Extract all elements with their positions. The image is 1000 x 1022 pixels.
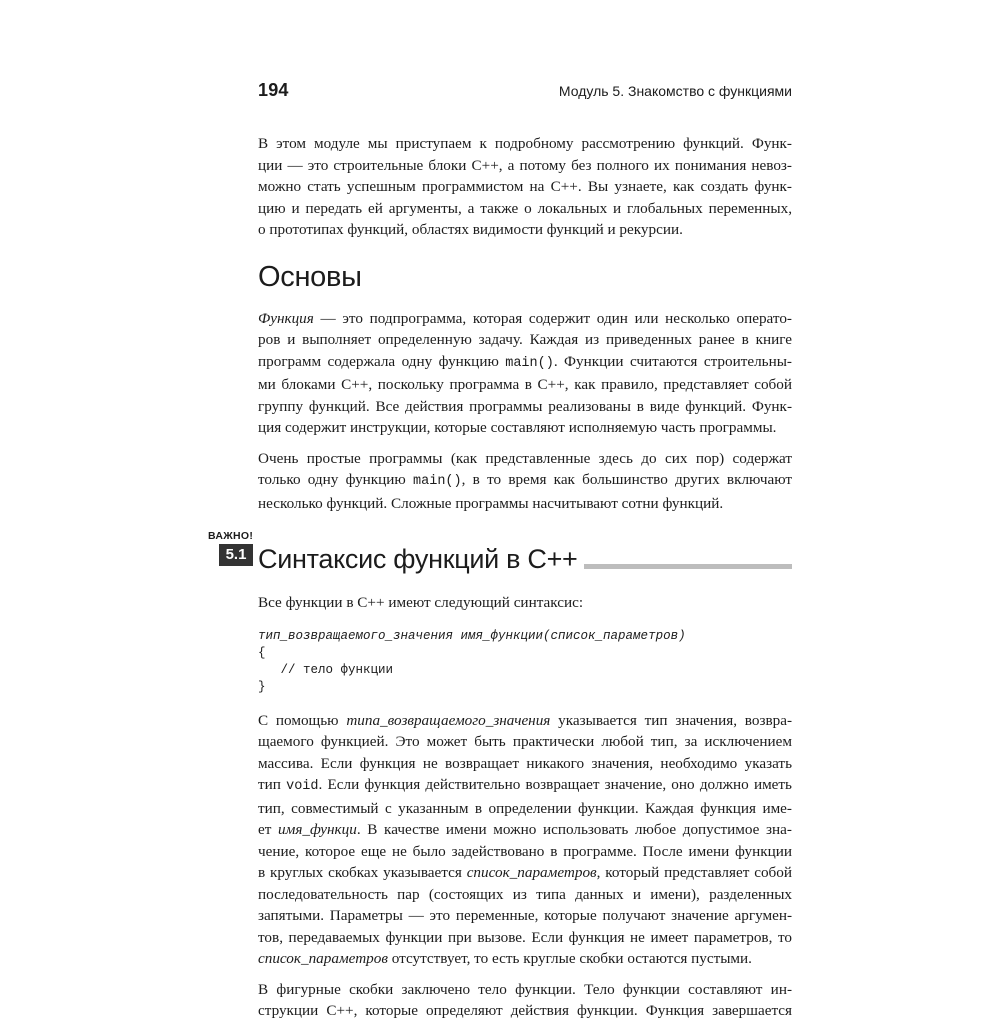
text-line: ми блоками С++, поскольку программа в С++, как правило, представляет собой bbox=[258, 376, 792, 393]
text-line: ров и выполняет определенную задачу. Каждая из приведенных ранее в книге bbox=[258, 331, 792, 348]
text-line: чение, которое еще не было задействовано в программе. После имени функции bbox=[258, 842, 792, 860]
section-heading-syntax-block bbox=[208, 530, 792, 578]
text-line: тип void. Если функция действительно возвращает значение, оно должно иметь bbox=[258, 776, 792, 794]
section-heading-syntax: Синтаксис функций в С++ bbox=[258, 542, 584, 576]
text-line: ции — это строительные блоки С++, а потому без полного их понимания невоз- bbox=[258, 156, 792, 174]
text-line: тип, совместимый с указанным в определении функции. Каждая функция име- bbox=[258, 799, 792, 817]
term-function: Функция bbox=[258, 309, 314, 327]
text-line: Очень простые программы (как представленные здесь до сих пор) содержат bbox=[258, 449, 792, 467]
section-number: 5.1 bbox=[219, 544, 253, 566]
code-block bbox=[258, 628, 792, 696]
text-line: щаемого функцией. Это может быть практически любой тип, за исключением bbox=[258, 733, 792, 750]
text-line: только одну функцию main(), в то время как большинство других включают bbox=[258, 471, 792, 489]
running-head: Модуль 5. Знакомство с функциями bbox=[558, 83, 792, 99]
text-line: цию и передать ей аргументы, а также о локальных и глобальных переменных, bbox=[258, 199, 792, 217]
page-header bbox=[258, 80, 792, 104]
syntax-intro bbox=[258, 592, 792, 614]
text-line: Все функции в С++ имеют следующий синтаксис: bbox=[258, 594, 584, 611]
code-line: { bbox=[258, 645, 266, 660]
text-line: ет имя_функци. В качестве имени можно использовать любое допустимое зна- bbox=[258, 821, 792, 838]
syntax-paragraph-1 bbox=[258, 710, 792, 970]
syntax-paragraph-2 bbox=[258, 979, 792, 1022]
code-line: тип_возвращаемого_значения имя_функции(список_параметров) bbox=[258, 628, 686, 643]
important-badge bbox=[208, 530, 254, 566]
text-line: последовательность пар (состоящих из типа данных и имени), разделенных bbox=[258, 885, 792, 903]
text-line: список_параметров отсутствует, то есть круглые скобки остаются пустыми. bbox=[258, 950, 752, 967]
text-line: В этом модуле мы приступаем к подробному рассмотрению функций. Функ- bbox=[258, 135, 792, 152]
text-line: программ содержала одну функцию main(). Функции считаются строительны- bbox=[258, 352, 792, 371]
page-content bbox=[208, 133, 793, 1022]
text-line: В фигурные скобки заключено тело функции. Тело функции составляют ин- bbox=[258, 980, 792, 998]
basics-paragraph-2 bbox=[258, 448, 792, 515]
code-line: // тело функции bbox=[258, 662, 394, 677]
text-line: в круглых скобках указывается список_параметров, который представляет собой bbox=[258, 864, 792, 881]
text-line: тов, передаваемых функции при вызове. Если функция не имеет параметров, то bbox=[258, 928, 792, 946]
important-label: ВАЖНО! bbox=[208, 530, 254, 542]
inline-code: main() bbox=[505, 355, 554, 371]
text-line: несколько функций. Сложные программы насчитывают сотни функций. bbox=[258, 494, 724, 512]
text-line: С помощью типа_возвращаемого_значения указывается тип значения, возвра- bbox=[258, 711, 793, 729]
text-line: группу функций. Все действия программы реализованы в виде функций. Функ- bbox=[258, 397, 792, 415]
text-line: можно стать успешным программистом на С++. Вы узнаете, как создать функ- bbox=[258, 178, 792, 195]
section-heading-basics: Основы bbox=[258, 260, 362, 293]
code-line: } bbox=[258, 679, 266, 694]
page-number: 194 bbox=[258, 80, 289, 100]
text-line: запятыми. Параметры — это переменные, которые получают значение аргумен- bbox=[258, 907, 792, 924]
inline-code: void bbox=[286, 779, 319, 794]
text-line: Функция — это подпрограмма, которая содержит один или несколько операто- bbox=[258, 309, 792, 327]
basics-paragraph-1 bbox=[258, 308, 792, 439]
text-line: о прототипах функций, областях видимости функций и рекурсии. bbox=[258, 221, 683, 238]
text-line: массива. Если функция не возвращает никакого значения, необходимо указать bbox=[258, 754, 792, 772]
inline-code: main() bbox=[413, 474, 462, 489]
text-line: ция содержит инструкции, которые составляют исполняемую часть программы. bbox=[258, 419, 777, 436]
intro-paragraph bbox=[258, 133, 792, 241]
text-line: струкции С++, которые определяют действия функции. Функция завершается bbox=[258, 1002, 792, 1019]
